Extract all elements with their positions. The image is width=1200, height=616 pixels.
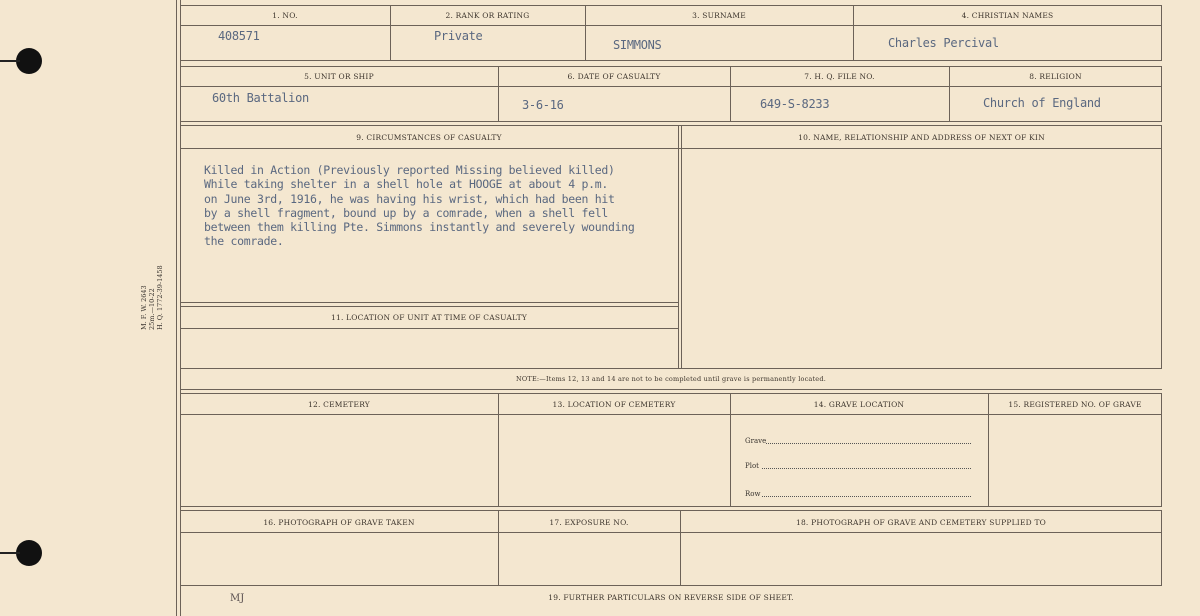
value-rank: Private (434, 29, 483, 43)
divider (180, 414, 1162, 415)
label-grave: Grave (745, 437, 767, 445)
hole-line (0, 552, 20, 554)
label-plot: Plot (745, 462, 759, 470)
value-surname: SIMMONS (613, 38, 662, 52)
label-no: 1. NO. (272, 11, 298, 20)
label-grave-location: 14. GRAVE LOCATION (813, 400, 905, 409)
label-photograph: 16. PHOTOGRAPH OF GRAVE TAKEN (263, 518, 415, 527)
note: NOTE:—Items 12, 13 and 14 are not to be completed until grave is permanently located. (516, 375, 826, 383)
divider (730, 393, 731, 507)
label-next-of-kin: 10. NAME, RELATIONSHIP AND ADDRESS OF NEXT OF KIN (798, 133, 1045, 142)
print-line: 25m.—10-22 (148, 288, 156, 330)
print-line: H. Q. 1772-39-1458 (156, 265, 164, 330)
label-surname: 3. SURNAME (692, 11, 746, 20)
value-date: 3-6-16 (522, 98, 564, 112)
label-cemetery-location: 13. LOCATION OF CEMETERY (552, 400, 676, 409)
label-cemetery: 12. CEMETERY (308, 400, 370, 409)
divider (180, 306, 678, 307)
label-christian: 4. CHRISTIAN NAMES (961, 11, 1054, 20)
divider (180, 148, 1162, 149)
initials: MJ (230, 593, 245, 604)
margin-print (140, 250, 164, 330)
label-date: 6. DATE OF CASUALTY (567, 72, 661, 81)
label-unit: 5. UNIT OR SHIP (304, 72, 374, 81)
divider (678, 125, 679, 369)
print-line: M. F. W. 2643 (140, 285, 148, 330)
label-rank: 2. RANK OR RATING (445, 11, 530, 20)
label-exposure: 17. EXPOSURE NO. (549, 518, 629, 527)
divider (681, 125, 682, 369)
further-particulars: 19. FURTHER PARTICULARS ON REVERSE SIDE OF SHEET. (548, 593, 794, 602)
divider (180, 389, 1162, 390)
divider (988, 393, 989, 507)
divider (498, 393, 499, 507)
label-photograph-supplied: 18. PHOTOGRAPH OF GRAVE AND CEMETERY SUPPLIED TO (795, 518, 1046, 527)
label-registered-no: 15. REGISTERED NO. OF GRAVE (1008, 400, 1142, 409)
label-hq: 7. H. Q. FILE NO. (804, 72, 875, 81)
divider (180, 532, 1162, 533)
hole-line (0, 60, 20, 62)
row-line (762, 496, 971, 497)
divider (180, 86, 1162, 87)
label-religion: 8. RELIGION (1029, 72, 1082, 81)
divider (180, 25, 1162, 26)
divider (180, 302, 678, 303)
label-circumstances: 9. CIRCUMSTANCES OF CASUALTY (356, 133, 502, 142)
label-row: Row (745, 490, 761, 498)
grave-line (766, 443, 971, 444)
value-christian: Charles Percival (888, 36, 999, 50)
margin-rule (176, 0, 177, 616)
label-location: 11. LOCATION OF UNIT AT TIME OF CASUALTY (331, 313, 527, 322)
plot-line (762, 468, 971, 469)
divider (180, 328, 678, 329)
value-hq: 649-S-8233 (760, 97, 830, 111)
value-circumstances: Killed in Action (Previously reported Missing believed killed) While taking shelter in a shell hole at HOOGE at about 4 p.m. on June 3rd, 1916, he was having his wrist, which had been hit by a shell fragment, bound up by a comrade, when a shell fell between them killing Pte. Simmons instantly and severely wounding the comrade. (204, 163, 635, 249)
row-4 (180, 393, 1162, 507)
value-no: 408571 (218, 29, 260, 43)
value-unit: 60th Battalion (212, 91, 309, 105)
value-religion: Church of England (983, 96, 1101, 110)
